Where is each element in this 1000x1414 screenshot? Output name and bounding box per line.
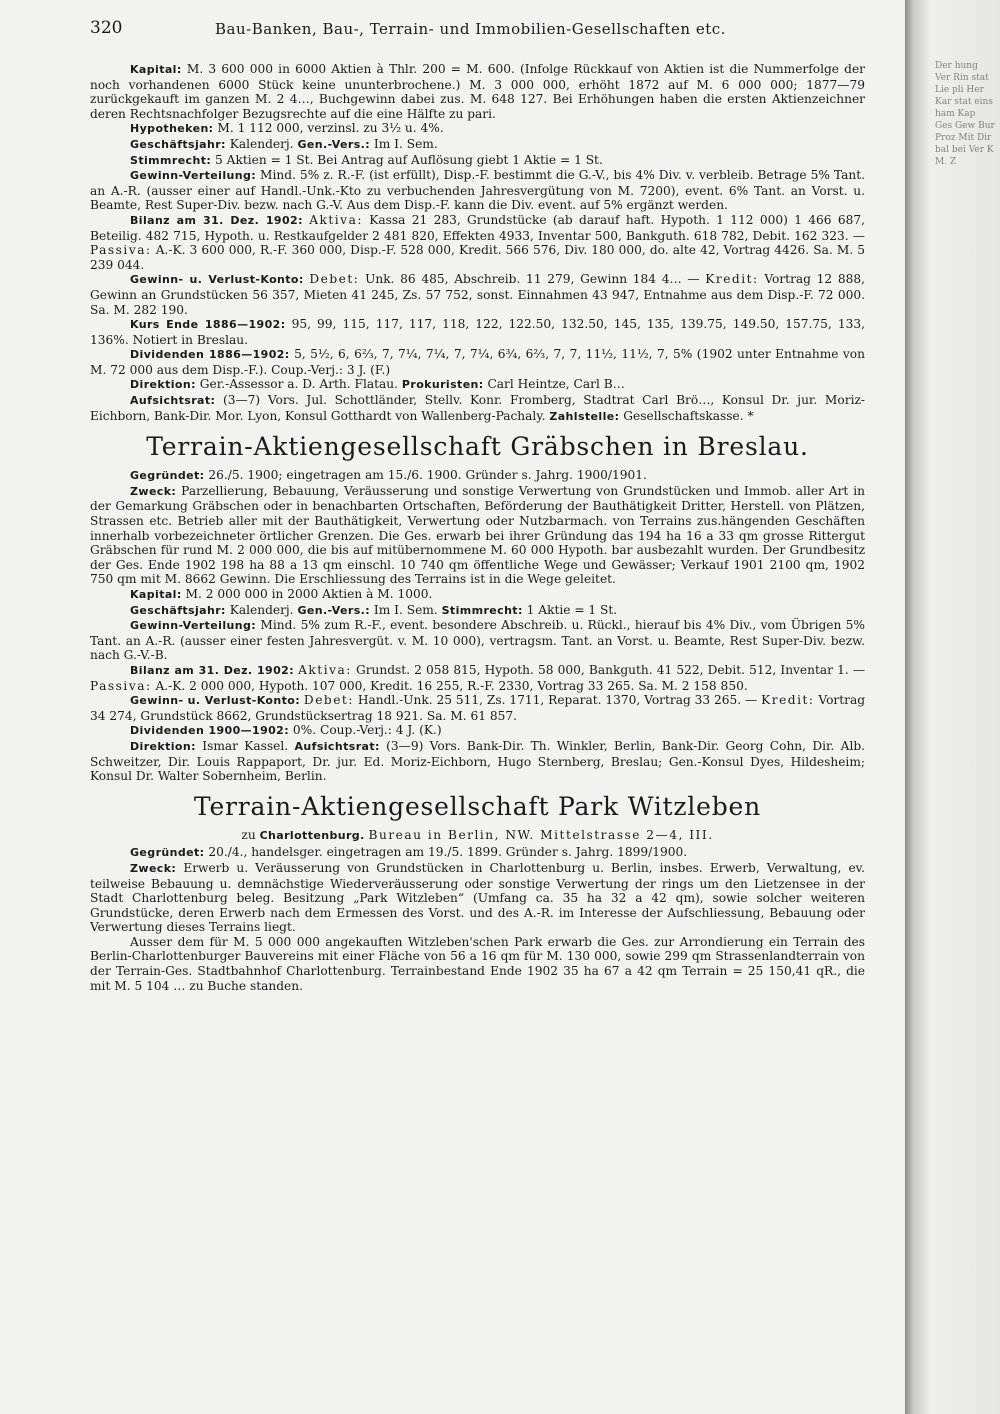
guv-paragraph <box>90 693 865 723</box>
gegruendet-paragraph <box>90 468 865 484</box>
bilanz-paragraph <box>90 663 865 693</box>
guv-paragraph <box>90 272 865 317</box>
kurs-text: 95, 99, 115, 117, 117, 118, 122, 122.50, 132.50, 145, 135, 139.75, 149.50, 157.75, 133, 136%. Notiert in Breslau. <box>90 317 866 347</box>
subtitle-city: Charlottenburg. <box>259 828 365 842</box>
dividenden-label: Dividenden 1886—1902: <box>130 348 290 362</box>
gegruendet-text: 26./5. 1900; eingetragen am 15./6. 1900. Gründer s. Jahrg. 1900/1901. <box>208 468 647 483</box>
aktiva-label: Aktiva: <box>309 212 363 227</box>
guv-kredit-text: Vortrag 34 274, Grundstück 8662, Grundstücksertrag 18 921. Sa. M. 61 857. <box>90 693 866 723</box>
aktiva-label: Aktiva: <box>298 662 352 677</box>
debet-label: Debet: <box>303 693 354 708</box>
aufsichtsrat-text: (3—9) Vors. Bank-Dir. Th. Winkler, Berlin, Bank-Dir. Georg Cohn, Dir. Alb. Schweitzer, Dir. Louis Rappaport, Dr. jur. Ed. Moriz-Eichborn, Hugo Sternberg, Breslau; Gen.-Konsul Dyes, Hildesheim; Konsul Dr. Walter Sobernheim, Berlin. <box>90 738 866 784</box>
page-content <box>90 62 865 993</box>
kapital-label: Kapital: <box>130 63 182 76</box>
bilanz-aktiva-text: Grundst. 2 058 815, Hypoth. 58 000, Bankguth. 41 522, Debit. 512, Inventar 1. — <box>355 662 866 677</box>
direktion-label: Direktion: <box>130 739 196 753</box>
hypotheken-label: Hypotheken: <box>130 122 214 136</box>
gewinn-verteilung-label: Gewinn-Verteilung: <box>130 169 257 183</box>
direktion-label: Direktion: <box>130 378 196 392</box>
aufsichtsrat-paragraph <box>90 393 865 424</box>
stimmrecht-label: Stimmrecht: <box>130 153 212 167</box>
adjacent-page-edge <box>905 0 1000 1414</box>
zahlstelle-label: Zahlstelle: <box>549 409 620 423</box>
page-header <box>90 18 850 42</box>
kapital-paragraph <box>90 587 865 603</box>
gegruendet-label: Gegründet: <box>130 469 205 483</box>
subtitle-zu: zu <box>241 827 256 842</box>
subtitle-address: Bureau in Berlin, NW. Mittelstrasse 2—4, III. <box>368 827 714 842</box>
hypotheken-text: M. 1 112 000, verzinsl. zu 3½ u. 4%. <box>217 121 444 136</box>
prokuristen-text: Carl Heintze, Carl B… <box>487 377 625 392</box>
hypotheken-paragraph <box>90 121 865 137</box>
direktion-text: Ger.-Assessor a. D. Arth. Flatau. <box>199 377 399 392</box>
guv-label: Gewinn- u. Verlust-Konto: <box>130 694 301 708</box>
bilanz-label: Bilanz am 31. Dez. 1902: <box>130 213 303 227</box>
gewinn-verteilung-paragraph <box>90 618 865 663</box>
kapital-text: M. 2 000 000 in 2000 Aktien à M. 1000. <box>185 587 433 601</box>
debet-label: Debet: <box>309 272 360 287</box>
geschaeftsjahr-label: Geschäftsjahr: <box>130 137 226 151</box>
aufsichtsrat-text: (3—7) Vors. Jul. Schottländer, Stellv. Konr. Fromberg, Stadtrat Carl Brö…, Konsul Dr. jur. Moriz-Eichborn, Bank-Dir. Mor. Lyon, Konsul Gotthardt von Wallenberg-Pachaly. <box>90 393 866 423</box>
kapital-text: M. 3 600 000 in 6000 Aktien à Thlr. 200 = M. 600. (Infolge Rückkauf von Aktien ist die Nummerfolge der noch vorhandenen 6000 Stück keine ununterbrochene.) M. 3 000 000, erhöht 1872 auf M. 6 000 000; 1877—79 zurückgekauft im ganzen M. 2 4…, Buchgewinn dabei zus. M. 648 127. Bei Erhöhungen haben die ersten Aktienzeichner deren Rechtsnachfolger Bezugsrechte auf die eine Hälfte zu pari. <box>90 62 866 121</box>
section-title-graebschen: Terrain-Aktiengesellschaft Gräbschen in Breslau. <box>146 432 809 462</box>
direktion-paragraph <box>90 377 865 393</box>
direktion-text: Ismar Kassel. <box>202 738 289 753</box>
gen-vers-text: Im I. Sem. <box>373 136 438 151</box>
stimmrecht-text: 1 Aktie = 1 St. <box>526 602 618 617</box>
running-title: Bau-Banken, Bau-, Terrain- und Immobilien-Gesellschaften etc. <box>215 20 726 38</box>
dividenden-paragraph <box>90 347 865 377</box>
geschaeftsjahr-label: Geschäftsjahr: <box>130 603 226 617</box>
gen-vers-text: Im I. Sem. <box>373 602 438 617</box>
passiva-label: Passiva: <box>90 678 152 693</box>
bilanz-paragraph <box>90 213 865 272</box>
guv-debet-text: Unk. 86 485, Abschreib. 11 279, Gewinn 184 4… — <box>365 272 700 287</box>
section-subtitle-witzleben <box>90 828 865 844</box>
passiva-label: Passiva: <box>90 243 152 258</box>
prokuristen-label: Prokuristen: <box>401 378 484 392</box>
dividenden-paragraph <box>90 723 865 739</box>
page-number: 320 <box>90 18 123 38</box>
geschaeftsjahr-paragraph <box>90 603 865 619</box>
gegruendet-label: Gegründet: <box>130 846 205 860</box>
bilanz-passiva-text: A.-K. 2 000 000, Hypoth. 107 000, Kredit. 16 255, R.-F. 2330, Vortrag 33 265. Sa. M. 2 158 850. <box>155 678 748 693</box>
kredit-label: Kredit: <box>761 693 815 708</box>
gen-vers-label: Gen.-Vers.: <box>297 603 371 617</box>
dividenden-text: 0%. Coup.-Verj.: 4 J. (K.) <box>292 723 442 738</box>
aufsichtsrat-label: Aufsichtsrat: <box>294 739 380 753</box>
zweck-paragraph <box>90 861 865 935</box>
section-title-witzleben: Terrain-Aktiengesellschaft Park Witzleben <box>193 791 762 821</box>
kurs-label: Kurs Ende 1886—1902: <box>130 318 286 332</box>
guv-label: Gewinn- u. Verlust-Konto: <box>130 273 304 287</box>
gewinn-verteilung-text: Mind. 5% z. R.-F. (ist erfüllt), Disp.-F. bestimmt die G.-V., bis 4% Div. v. verbleib. Betrage 5% Tant. an A.-R. (ausser einer auf Handl.-Unk.-Kto zu verbuchenden Jahresvergütung von M. 7200), event. 6% Tant. an Vorst. u. Beamte, Rest Super-Div. bezw. nach G.-V. Aus dem Disp.-F. kann die Div. event. auf 5% ergänzt werden. <box>90 168 866 213</box>
zahlstelle-text: Gesellschaftskasse. * <box>623 408 754 423</box>
dividenden-label: Dividenden 1900—1902: <box>130 724 290 738</box>
gegruendet-text: 20./4., handelsger. eingetragen am 19./5. 1899. Gründer s. Jahrg. 1899/1900. <box>208 845 688 860</box>
gen-vers-label: Gen.-Vers.: <box>297 137 371 151</box>
kapital-paragraph <box>90 62 865 121</box>
zweck-label: Zweck: <box>130 484 177 498</box>
geschaeftsjahr-text: Kalenderj. <box>229 136 294 151</box>
geschaeftsjahr-text: Kalenderj. <box>229 602 294 617</box>
bilanz-label: Bilanz am 31. Dez. 1902: <box>130 663 294 677</box>
dividenden-text: 5, 5½, 6, 6⅔, 7, 7¼, 7¼, 7, 7¼, 6¾, 6⅔, 7, 7, 11½, 11½, 7, 5% (1902 unter Entnahme von M. 72 000 aus dem Disp.-F.). Coup.-Verj.: 3 J. (F.) <box>90 347 865 377</box>
body-paragraph: Ausser dem für M. 5 000 000 angekauften Witzleben'schen Park erwarb die Ges. zur Arrondierung ein Terrain des Berlin-Charlottenburger Bauvereins mit einer Fläche von 56 a 16 qm für M. 130 000, sowie 299 qm Strassenlandterrain von der Terrain-Ges. Stadtbahnhof Charlottenburg. Terrainbestand Ende 1902 35 ha 67 a 42 qm Terrain = 25 150,41 qR., die mit M. 5 104 … zu Buche standen. <box>90 934 865 993</box>
zweck-paragraph <box>90 484 865 587</box>
guv-kredit-text: Vortrag 12 888, Gewinn an Grundstücken 56 357, Mieten 41 245, Zs. 57 752, sonst. Einnahmen 43 947, Entnahme aus dem Disp.-F. 72 000. Sa. M. 282 190. <box>90 272 866 317</box>
kurs-paragraph <box>90 317 865 347</box>
gegruendet-paragraph <box>90 845 865 861</box>
zweck-text: Parzellierung, Bebauung, Veräusserung und sonstige Verwertung von Grundstücken und Immob. aller Art in der Gemarkung Gräbschen oder in benachbarten Ortschaften, Beförderung der Bauthätigkeit Dritter, Herstell. von Plätzen, Strassen etc. Betrieb aller mit der Bauthätigkeit, Verwertung oder Nutzbarmach. von Terrains zus.hängenden Geschäften innerhalb vorbezeichneter örtlicher Grenzen. Die Ges. erwarb bei ihrer Gründung das 194 ha 16 a 33 qm grosse Rittergut Gräbschen für rund M. 2 000 000, die bis auf mitübernommene M. 60 000 Hypoth. bar ausbezahlt wurden. Der Grundbesitz der Ges. Ende 1902 198 ha 88 a 13 qm einschl. 10 740 qm öffentliche Wege und Gewässer; Verkauf 1901 2100 qm, 1902 750 qm mit M. 8662 Gewinn. Die Erschliessung des Terrains ist in die Wege geleitet. <box>90 483 865 587</box>
geschaeftsjahr-paragraph <box>90 137 865 153</box>
guv-debet-text: Handl.-Unk. 25 511, Zs. 1711, Reparat. 1370, Vortrag 33 265. — <box>357 693 758 708</box>
direktion-paragraph <box>90 739 865 784</box>
stimmrecht-label: Stimmrecht: <box>441 603 523 617</box>
gewinn-verteilung-text: Mind. 5% zum R.-F., event. besondere Abschreib. u. Rückl., hierauf bis 4% Div., vom Übrigen 5% Tant. an A.-R. (ausser einer festen Jahresvergüt. v. M. 10 000), vertragsm. Tant. an Vorst. u. Beamte, Rest Super-Div. bezw. nach G.-V.-B. <box>90 618 865 663</box>
kredit-label: Kredit: <box>705 272 759 287</box>
adjacent-page-fragments: Der hung Ver Rin stat Lie pli Her Kar stat eins ham Kap Ges Gew Bur Proz Mit Dir bal bei Ver K M. Z <box>935 61 995 167</box>
zweck-text: Erwerb u. Veräusserung von Grundstücken in Charlottenburg u. Berlin, insbes. Erwerb, Verwaltung, ev. teilweise Bebauung u. demnächstige Wiederveräusserung oder sonstige Verwertung der rings um den Lietzensee in der Stadt Charlottenburg beleg. Besitzung „Park Witzleben“ (Umfang ca. 35 ha 32 a 42 qm), sowie solcher weiteren Grundstücke, deren Erwerb nach dem Ermessen des Vorst. und des A.-R. im Interesse der Aufschliessung, Bebauung oder Verwertung dieses Terrains liegt. <box>90 860 865 935</box>
stimmrecht-paragraph <box>90 153 865 169</box>
gewinn-verteilung-paragraph <box>90 168 865 213</box>
stimmrecht-text: 5 Aktien = 1 St. Bei Antrag auf Auflösung giebt 1 Aktie = 1 St. <box>215 152 603 167</box>
kapital-label: Kapital: <box>130 588 182 601</box>
gewinn-verteilung-label: Gewinn-Verteilung: <box>130 619 257 633</box>
bilanz-passiva-text: A.-K. 3 600 000, R.-F. 360 000, Disp.-F. 528 000, Kredit. 566 576, Div. 180 000, do. alte 42, Vortrag 4426. Sa. M. 5 239 044. <box>90 243 866 272</box>
aufsichtsrat-label: Aufsichtsrat: <box>130 394 216 408</box>
bilanz-aktiva-text: Kassa 21 283, Grundstücke (ab darauf haft. Hypoth. 1 112 000) 1 466 687, Beteilig. 482 715, Hypoth. u. Restkaufgelder 2 481 820, Effekten 4933, Inventar 500, Bankguth. 618 782, Debit. 162 323. — <box>90 212 866 243</box>
zweck-label: Zweck: <box>130 861 177 875</box>
